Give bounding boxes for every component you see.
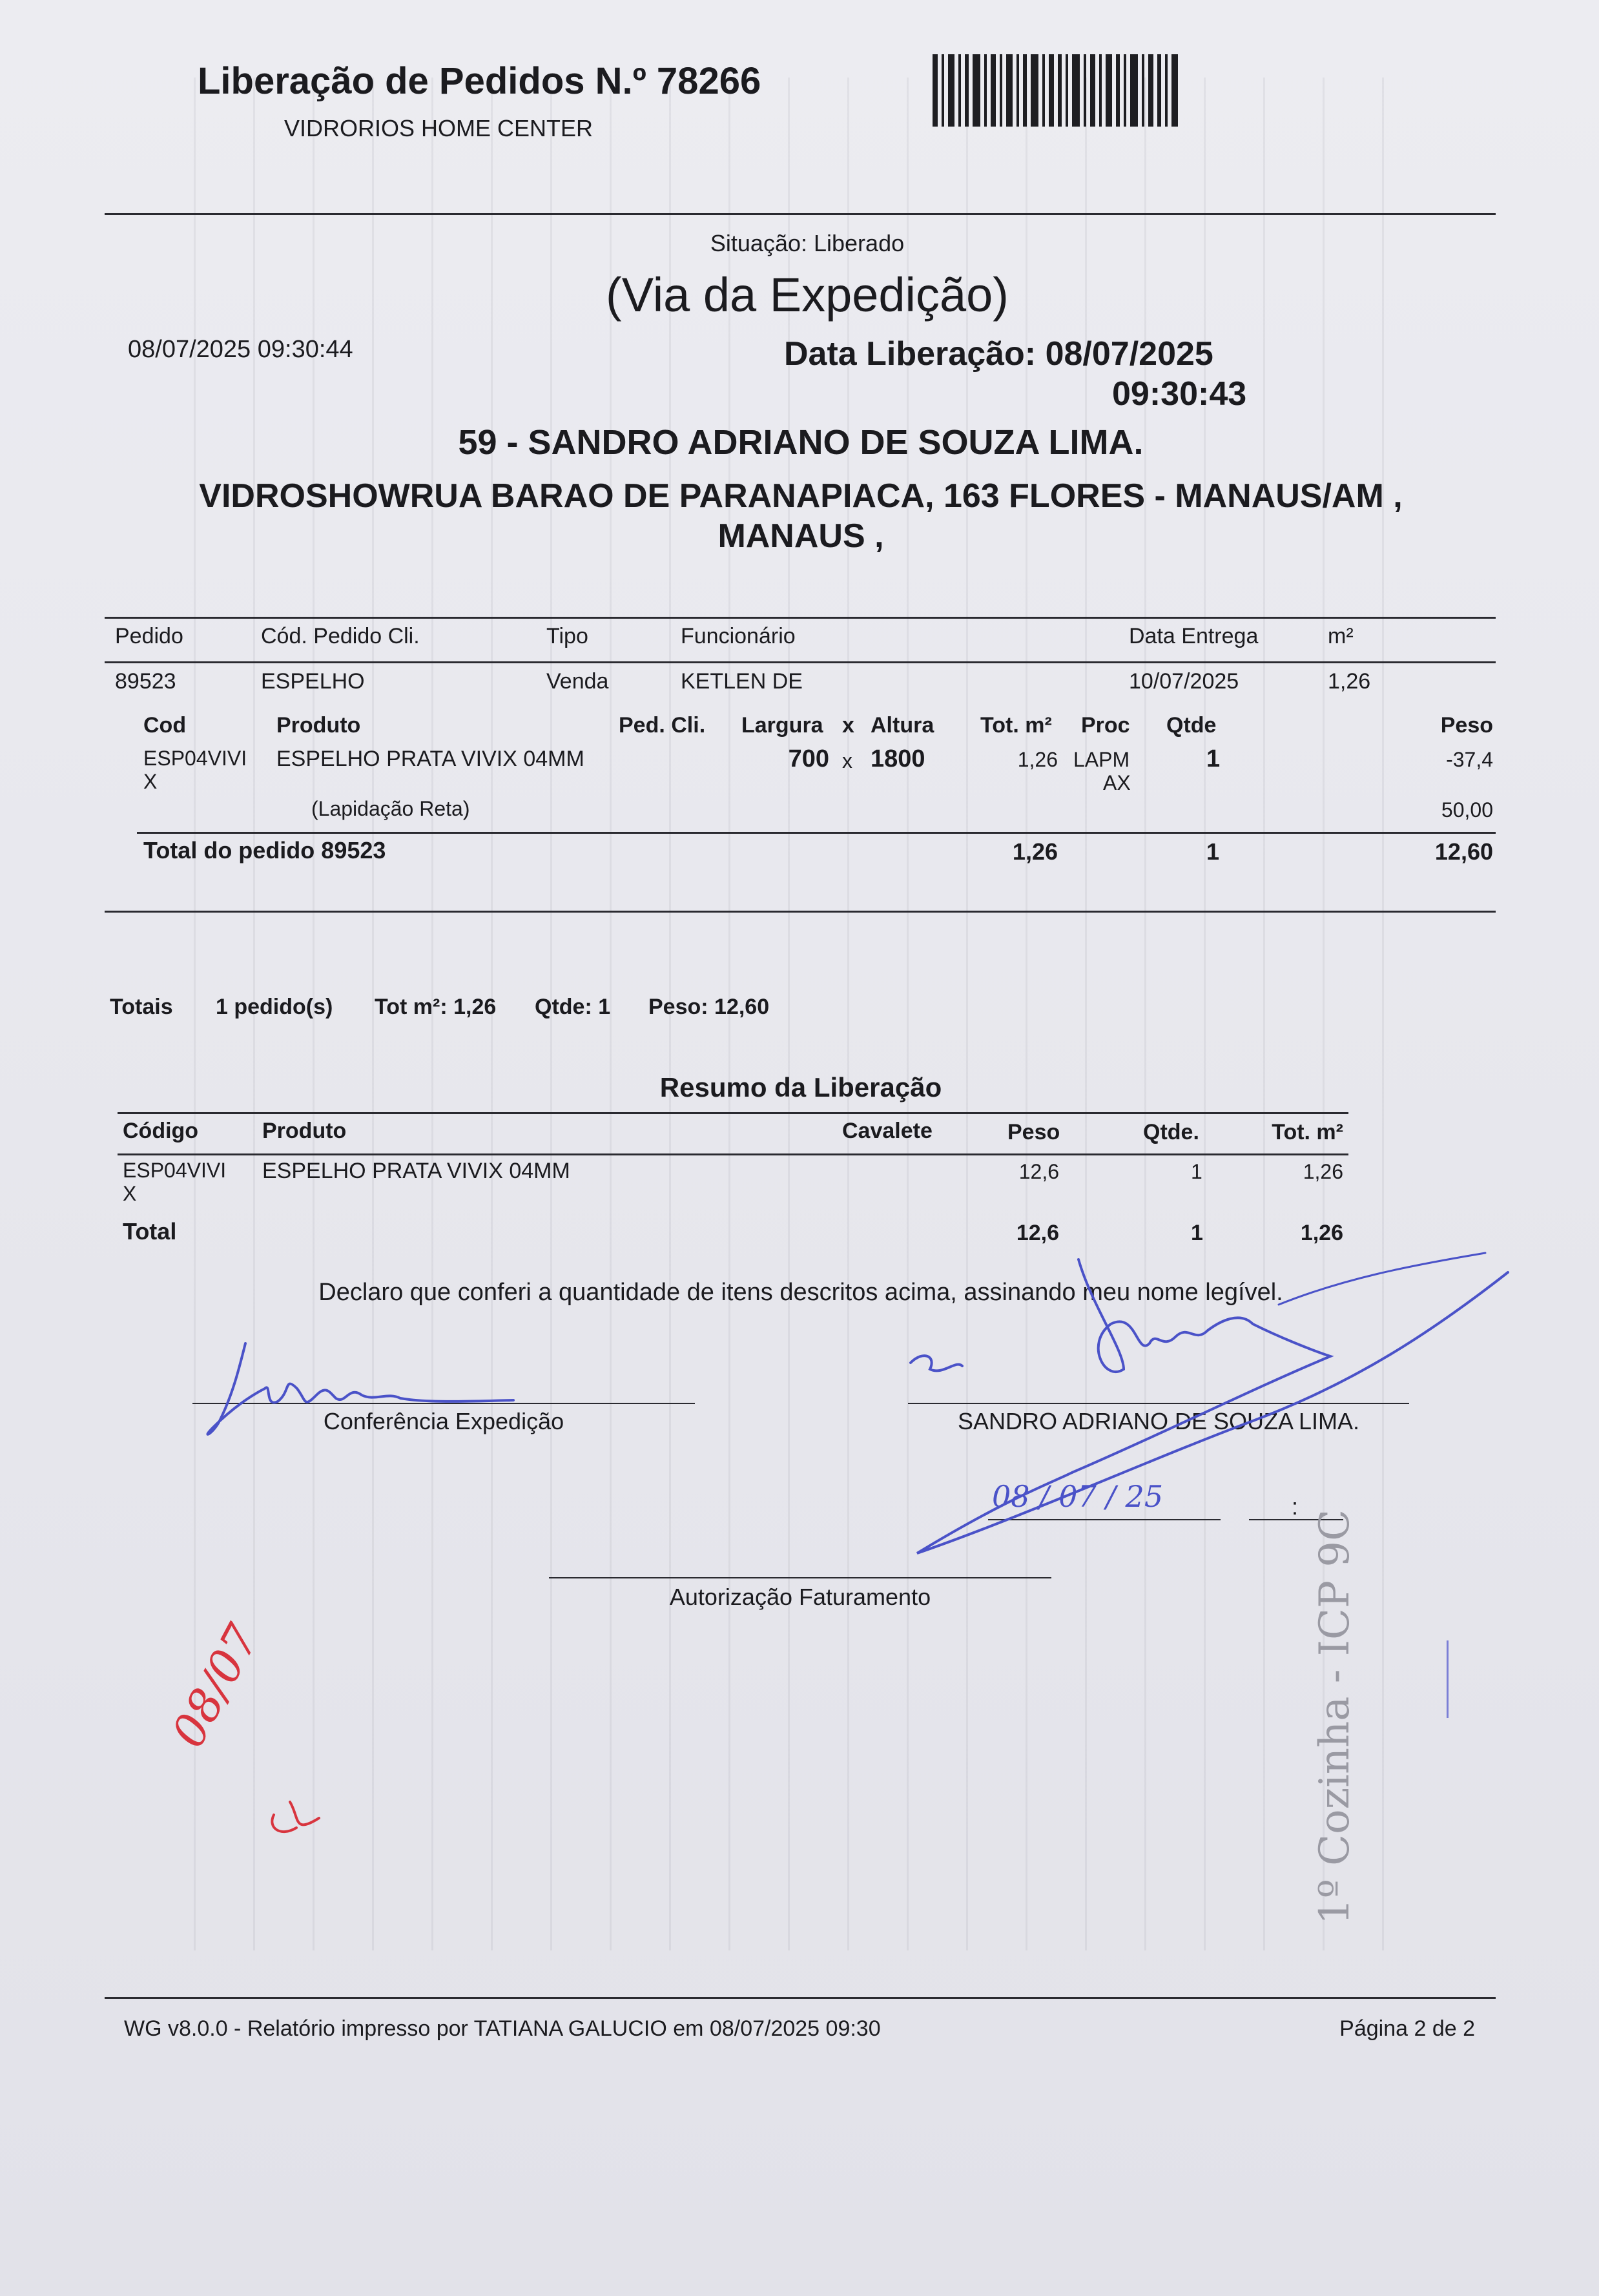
resumo-tot-m2: 1,26 [1303, 1160, 1343, 1183]
item-proc-line-1: LAPM [1073, 748, 1130, 771]
resumo-header-tot-m2: Tot. m² [1272, 1120, 1343, 1144]
item-largura: 700 [788, 745, 829, 772]
col-header-cod: Cod [143, 713, 187, 738]
col-header-funcionario: Funcionário [681, 624, 796, 648]
total-pedido-peso: 12,60 [1434, 838, 1493, 865]
col-header-pedido: Pedido [115, 624, 183, 648]
item-altura: 1800 [871, 745, 925, 772]
header-divider [105, 213, 1496, 215]
col-header-tot-m2: Tot. m² [980, 713, 1052, 738]
item-tot-m2: 1,26 [1017, 748, 1058, 771]
pedido-funcionario: KETLEN DE [681, 669, 803, 694]
item-qtde: 1 [1206, 745, 1221, 772]
col-header-ped-cli: Ped. Cli. [619, 713, 706, 738]
resumo-total-label: Total [123, 1218, 177, 1245]
resumo-total-qtde: 1 [1191, 1221, 1203, 1245]
anotacao-lapis: 1º Cozinha - ICP 9C [1311, 1509, 1359, 1925]
pedido-m2: 1,26 [1328, 669, 1371, 694]
resumo-header-qtde: Qtde. [1143, 1120, 1199, 1144]
print-timestamp: 08/07/2025 09:30:44 [128, 336, 353, 363]
cliente-endereco-linha-2: MANAUS , [717, 517, 884, 555]
autorizacao-faturamento-label: Autorização Faturamento [669, 1584, 931, 1610]
item-processo-valor: 50,00 [1441, 798, 1493, 822]
cliente-nome: 59 - SANDRO ADRIANO DE SOUZA LIMA. [458, 423, 1144, 462]
company-name: VIDRORIOS HOME CENTER [284, 115, 593, 141]
col-header-cod-pedido-cli: Cód. Pedido Cli. [261, 624, 420, 648]
pedido-section-end-rule [105, 911, 1496, 913]
item-processo-detalhe: (Lapidação Reta) [311, 797, 470, 820]
col-header-qtde: Qtde [1166, 713, 1217, 738]
item-x: x [842, 749, 852, 772]
cliente-assinatura-nome: SANDRO ADRIANO DE SOUZA LIMA. [957, 1408, 1360, 1434]
resumo-header-peso: Peso [1007, 1120, 1060, 1144]
pedido-table-header-rule [105, 661, 1496, 663]
resumo-produto: ESPELHO PRATA VIVIX 04MM [262, 1159, 570, 1183]
resumo-header-produto: Produto [262, 1119, 347, 1143]
item-peso: -37,4 [1446, 748, 1493, 771]
pedido-table-top-rule [105, 617, 1496, 619]
total-pedido-m2: 1,26 [1012, 838, 1058, 865]
resumo-header-rule [118, 1153, 1348, 1155]
conferencia-expedicao-label: Conferência Expedição [323, 1408, 564, 1434]
resumo-qtde: 1 [1191, 1160, 1202, 1183]
footer-divider [105, 1997, 1496, 1999]
pedido-tipo: Venda [546, 669, 609, 694]
cod-pedido-cli: ESPELHO [261, 669, 365, 694]
conferencia-signature-scribble [194, 1330, 530, 1447]
item-total-rule [137, 832, 1496, 834]
total-pedido-label: Total do pedido 89523 [143, 837, 386, 864]
hora-liberacao: 09:30:43 [1112, 375, 1247, 413]
via-label: (Via da Expedição) [606, 268, 1009, 322]
totais-m2: Tot m²: 1,26 [375, 995, 497, 1019]
time-separator: : [1292, 1493, 1299, 1520]
resumo-codigo-line-2: X [123, 1182, 137, 1205]
cliente-signature-scribble [891, 1227, 1518, 1563]
total-pedido-qtde: 1 [1206, 838, 1220, 865]
footer-pagina: Página 2 de 2 [1339, 2016, 1475, 2041]
pedido-data-entrega: 10/07/2025 [1129, 669, 1239, 694]
data-liberacao: Data Liberação: 08/07/2025 [784, 335, 1213, 373]
col-header-x: x [842, 713, 854, 738]
resumo-total-tot-m2: 1,26 [1300, 1221, 1343, 1245]
item-cod-line-2: X [143, 770, 158, 793]
col-header-data-entrega: Data Entrega [1129, 624, 1259, 648]
resumo-header-codigo: Código [123, 1119, 199, 1143]
item-cod-line-1: ESP04VIVI [143, 747, 247, 770]
red-check-mark [261, 1789, 325, 1854]
document-title: Liberação de Pedidos N.º 78266 [198, 60, 761, 102]
col-header-altura: Altura [871, 713, 934, 738]
autorizacao-signature-line [549, 1577, 1051, 1578]
col-header-produto: Produto [276, 713, 361, 738]
resumo-codigo-line-1: ESP04VIVI [123, 1159, 227, 1182]
anotacao-vermelha: 08/07 [161, 1615, 270, 1756]
declaracao-texto: Declaro que conferi a quantidade de itens descritos acima, assinando meu nome legível. [318, 1279, 1283, 1306]
col-header-proc: Proc [1081, 713, 1130, 738]
item-proc-line-2: AX [1103, 771, 1131, 794]
pedido-numero: 89523 [115, 669, 176, 694]
resumo-top-rule [118, 1112, 1348, 1114]
totais-qtde: Qtde: 1 [535, 995, 611, 1019]
col-header-peso: Peso [1440, 713, 1493, 738]
col-header-tipo: Tipo [546, 624, 588, 648]
resumo-peso: 12,6 [1018, 1160, 1059, 1183]
cliente-endereco-linha-1: VIDROSHOWRUA BARAO DE PARANAPIACA, 163 FLORES - MANAUS/AM , [199, 477, 1403, 515]
footer-impresso: WG v8.0.0 - Relatório impresso por TATIANA GALUCIO em 08/07/2025 09:30 [124, 2016, 881, 2041]
data-manuscrita: 08 / 07 / 25 [992, 1479, 1164, 1514]
pen-mark [1447, 1640, 1449, 1718]
resumo-total-peso: 12,6 [1016, 1221, 1059, 1245]
totais-peso: Peso: 12,60 [648, 995, 770, 1019]
totais-pedidos: 1 pedido(s) [216, 995, 333, 1019]
totais-label: Totais [110, 995, 173, 1019]
col-header-m2: m² [1328, 624, 1354, 648]
barcode-icon [933, 54, 1179, 127]
col-header-largura: Largura [741, 713, 823, 738]
item-produto: ESPELHO PRATA VIVIX 04MM [276, 747, 584, 771]
resumo-title: Resumo da Liberação [659, 1072, 942, 1102]
resumo-header-cavalete: Cavalete [842, 1119, 933, 1143]
situacao-label: Situação: Liberado [710, 230, 905, 256]
